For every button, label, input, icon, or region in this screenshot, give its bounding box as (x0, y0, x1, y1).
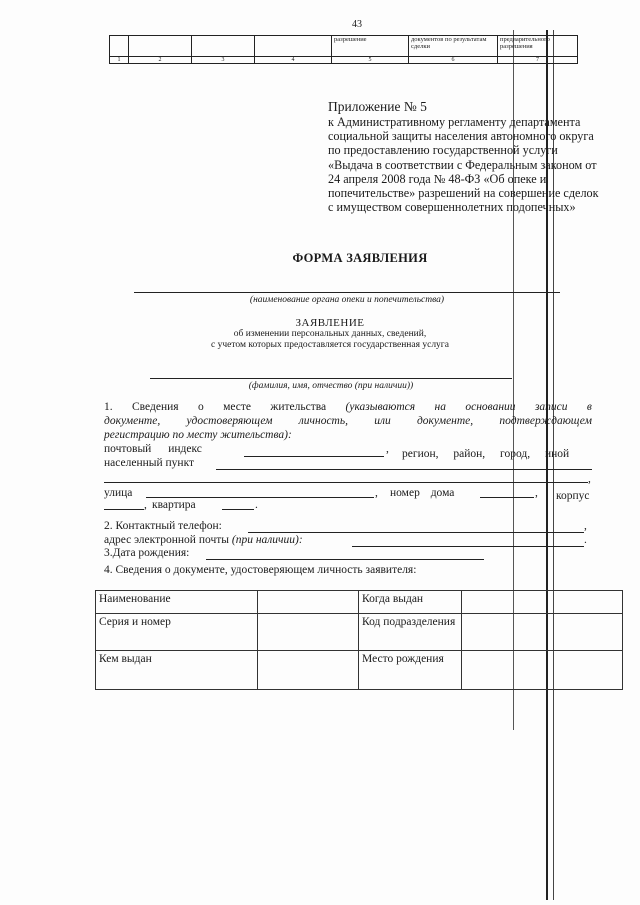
word: документе, (104, 415, 161, 427)
comma: , (584, 520, 587, 532)
statement-block (150, 318, 510, 351)
statement-line-1: об изменении персональных данных, сведений, (233, 329, 427, 339)
doc-label-series: Серия и номер (96, 614, 258, 651)
comma: , (144, 499, 147, 511)
period: . (255, 499, 258, 511)
comma: , (535, 487, 538, 499)
fio-line (150, 378, 512, 379)
header-cell: разрешение (332, 36, 409, 57)
header-cell (129, 36, 192, 57)
header-cell: документов по результатам сделки (409, 36, 498, 57)
birth-label: 3.Дата рождения: (104, 547, 190, 559)
table-row (96, 651, 623, 690)
table-row (96, 591, 623, 614)
word: месте (223, 401, 251, 413)
comma: , (588, 473, 591, 485)
column-number: 7 (498, 57, 578, 64)
doc-label-name: Наименование (96, 591, 258, 614)
doc-value-issuer[interactable] (258, 651, 359, 690)
doc-value-birthplace[interactable] (462, 651, 623, 690)
email-label-italic: (при наличии): (231, 534, 303, 546)
header-table (109, 35, 578, 64)
column-number: 2 (129, 57, 192, 64)
word: личность, (298, 415, 348, 427)
word: удостоверяющем (186, 415, 273, 427)
building-field[interactable] (104, 509, 144, 510)
word: в (586, 401, 592, 413)
id-document-table (95, 590, 623, 690)
phone-field[interactable] (248, 532, 584, 533)
locality-field[interactable] (216, 469, 592, 470)
word: жительства (270, 401, 327, 413)
locality-field-2[interactable] (104, 482, 588, 483)
word: Сведения (132, 401, 179, 413)
word: основании (465, 401, 516, 413)
apartment-field[interactable] (222, 509, 254, 510)
header-cell (192, 36, 255, 57)
section1-line-1 (104, 401, 592, 414)
house-label: номер дома (390, 487, 455, 499)
doc-value-code[interactable] (462, 614, 623, 651)
column-number: 6 (409, 57, 498, 64)
email-field[interactable] (352, 546, 584, 547)
word: о (197, 401, 204, 413)
comma: , (375, 487, 378, 499)
word: (указываются (345, 401, 416, 413)
email-label (104, 534, 303, 547)
doc-value-series[interactable] (258, 614, 359, 651)
doc-label-code: Код подразделения (359, 614, 462, 651)
form-title: ФОРМА ЗАЯВЛЕНИЯ (292, 251, 428, 265)
fio-caption: (фамилия, имя, отчество (при наличии)) (248, 381, 414, 391)
statement-title: ЗАЯВЛЕНИЕ (295, 317, 365, 329)
birth-field[interactable] (206, 559, 484, 560)
column-number: 1 (110, 57, 129, 64)
period: . (584, 534, 587, 546)
authority-line (134, 292, 560, 293)
word: документе, (416, 415, 474, 427)
section1-line-3: регистрацию по месту жительства): (104, 429, 292, 441)
authority-caption: (наименование органа опеки и попечительства) (249, 295, 445, 305)
column-number: 3 (192, 57, 255, 64)
doc-label-issued: Когда выдан (359, 591, 462, 614)
street-field[interactable] (146, 497, 374, 498)
statement-line-2: с учетом которых предоставляется государственная услуга (211, 340, 449, 350)
locality-label: населенный пункт (104, 457, 195, 469)
header-cell: предварительного разрешения (498, 36, 578, 57)
doc-label-issuer: Кем выдан (96, 651, 258, 690)
word: или (374, 415, 391, 427)
header-cell (255, 36, 332, 57)
apartment-label: квартира (152, 499, 196, 511)
appendix-title: Приложение № 5 (328, 99, 427, 114)
postal-label: почтовый индекс (104, 443, 202, 455)
comma: , (386, 443, 389, 455)
doc-value-name[interactable] (258, 591, 359, 614)
page-number: 43 (352, 19, 362, 30)
header-cell (110, 36, 129, 57)
column-number: 4 (255, 57, 332, 64)
column-number: 5 (332, 57, 409, 64)
word: на (434, 401, 446, 413)
table-row (96, 614, 623, 651)
word: записи (534, 401, 568, 413)
email-label-plain: адрес электронной почты (104, 534, 229, 546)
doc-label-birthplace: Место рождения (359, 651, 462, 690)
section4-title: 4. Сведения о документе, удостоверяющем личность заявителя: (104, 564, 417, 576)
building-label: корпус (556, 490, 590, 502)
region-label: регион, район, город, иной (402, 448, 570, 460)
house-field[interactable] (480, 497, 534, 498)
street-label: улица (104, 487, 133, 499)
doc-value-issued[interactable] (462, 591, 623, 614)
postal-field[interactable] (244, 456, 384, 457)
word: подтверждающем (499, 415, 592, 427)
word: 1. (104, 401, 113, 413)
section1-line-2 (104, 415, 592, 428)
appendix-text: к Административному регламенту департамента социальной защиты населения автономного округа по предоставлению государственной услуги «Выдача в соответствии с Федеральным законом от 24 апреля 2008 года № 48-ФЗ «Об опеке и попечительстве» разрешений на совершение сделок с имуществом совершеннолетних подопечных» (328, 115, 599, 215)
appendix-block (328, 99, 600, 214)
phone-label: 2. Контактный телефон: (104, 520, 222, 532)
